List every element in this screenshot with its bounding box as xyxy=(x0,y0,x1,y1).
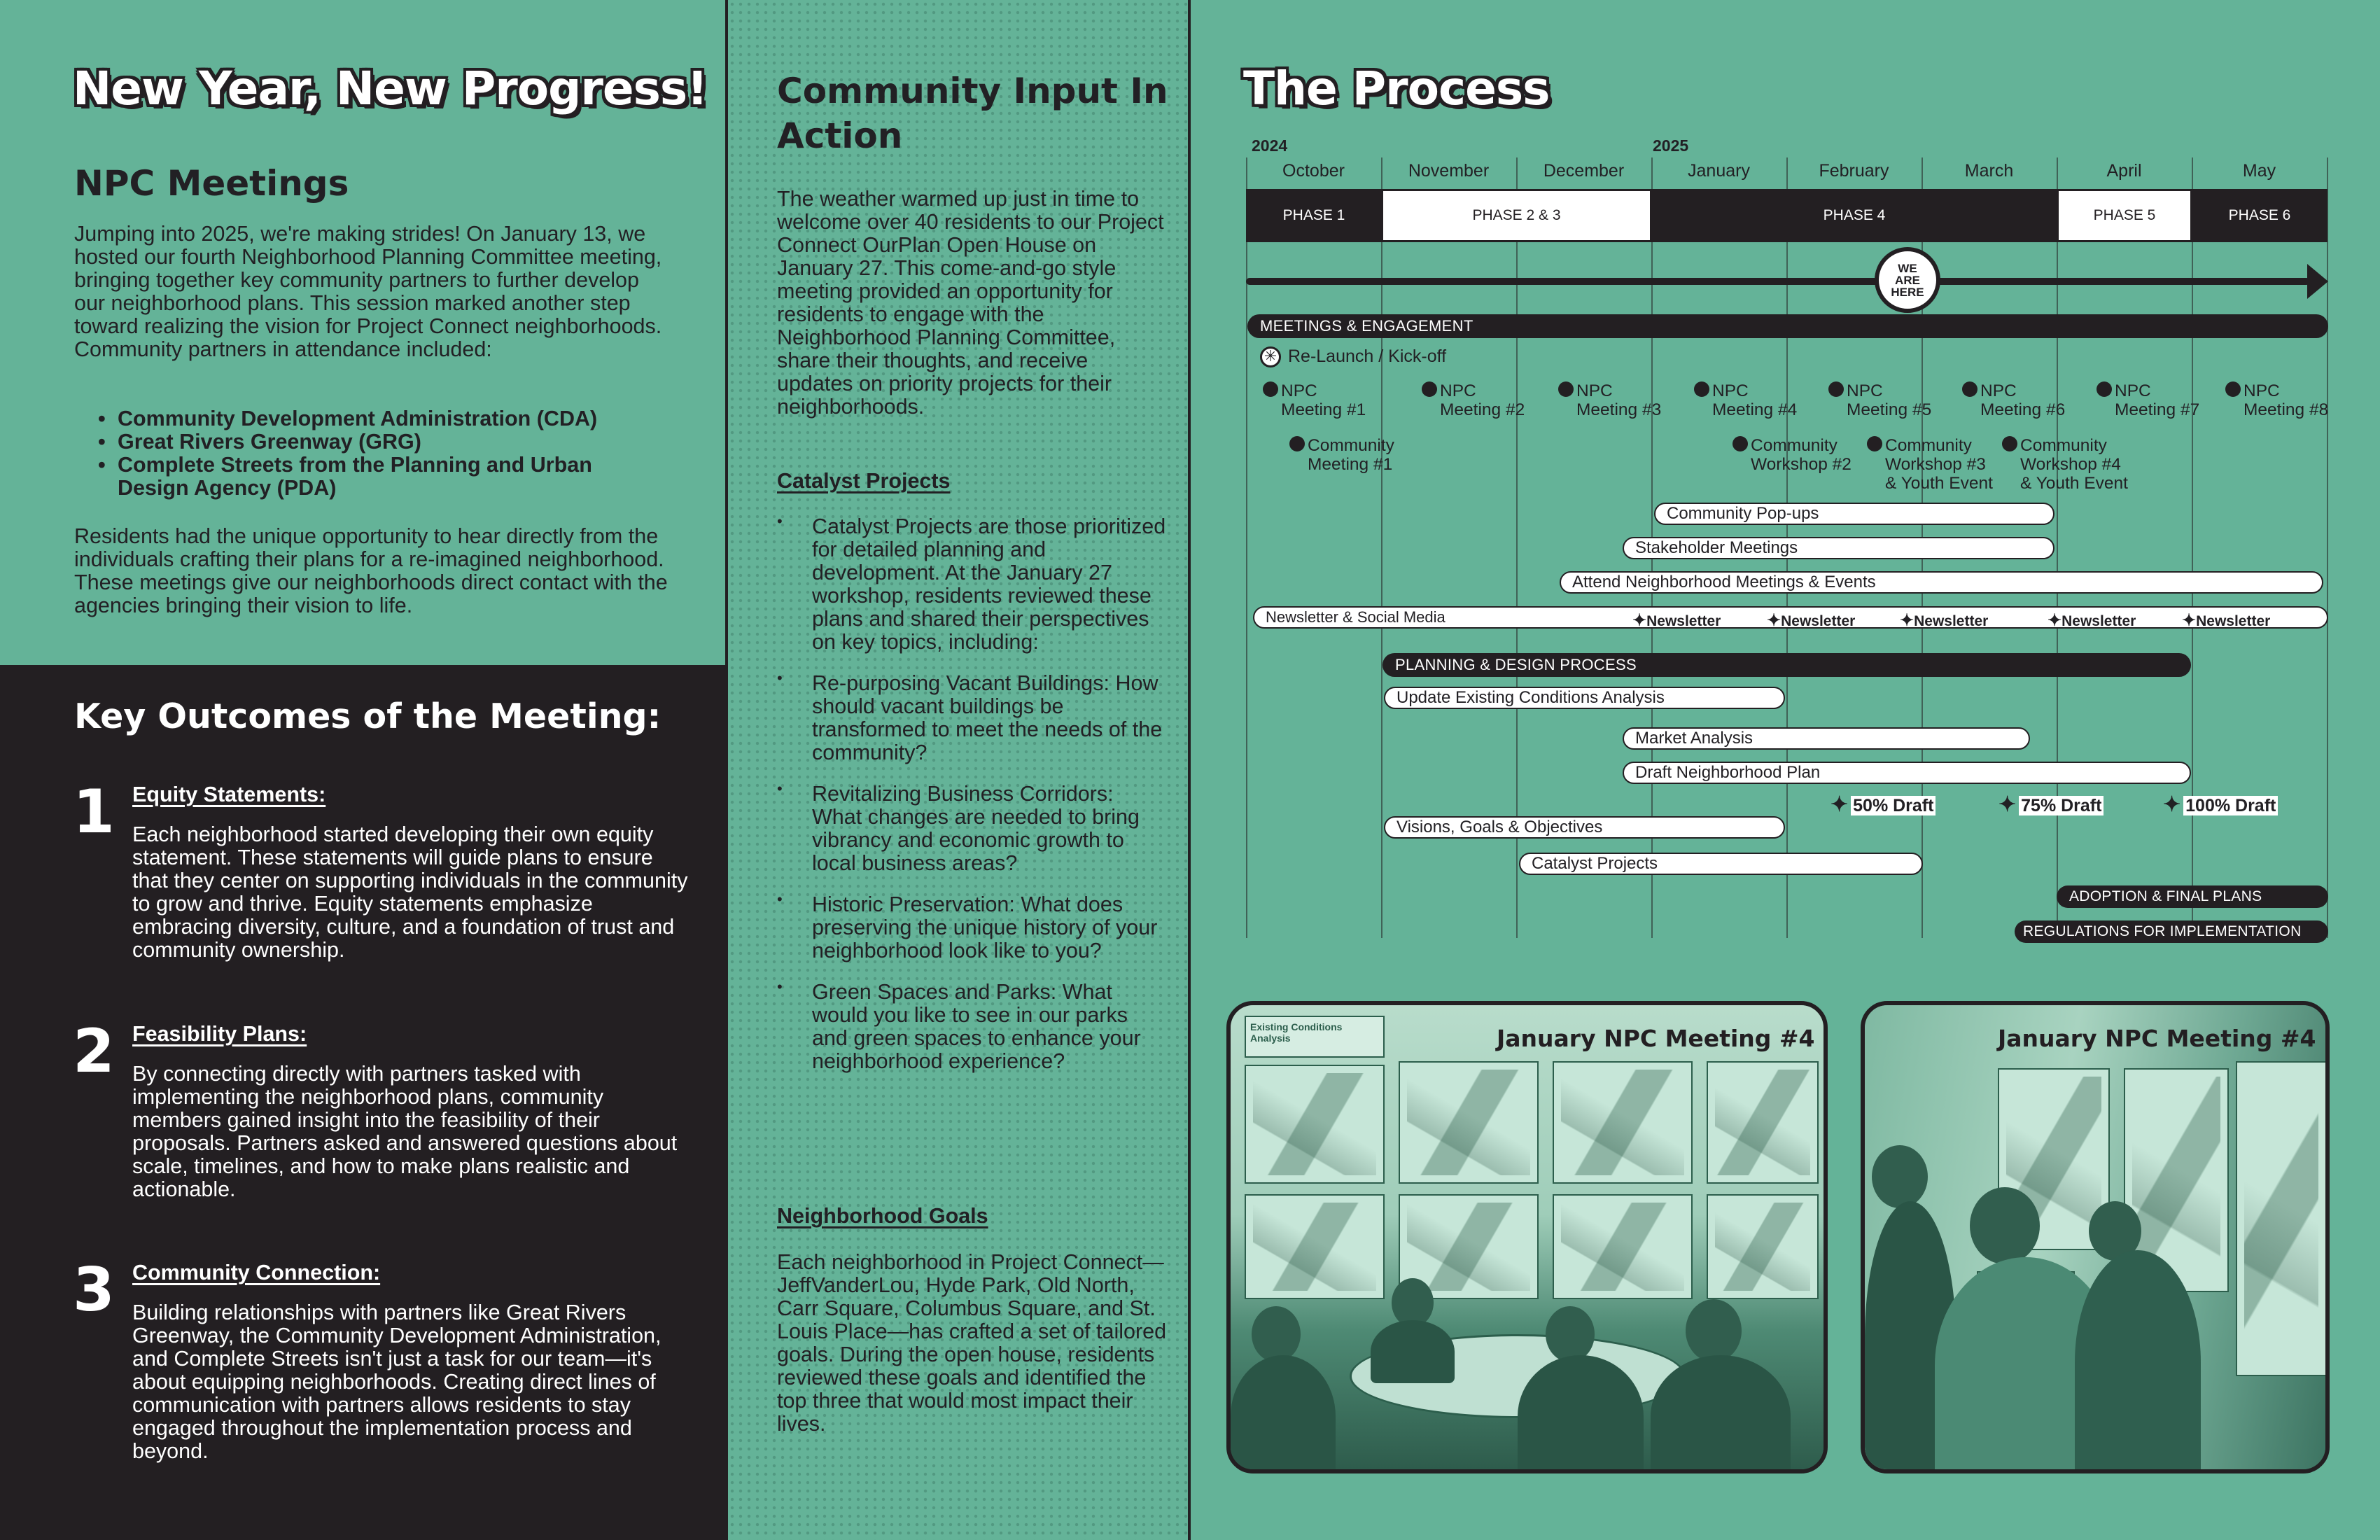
outcome-number: 2 xyxy=(73,1016,115,1086)
person-head xyxy=(1872,1145,1928,1208)
newsletter-mark: ✦Newsletter xyxy=(1900,611,1989,630)
catalyst-item: • Revitalizing Business Corridors: What changes are needed to bring vibrancy and economic growth to local business areas? xyxy=(777,783,1169,875)
map-board xyxy=(1553,1061,1693,1184)
newsletter-label: Newsletter & Social Media xyxy=(1266,608,1446,626)
newsletter-mark-label: Newsletter xyxy=(2062,613,2136,629)
newsletter-mark: ✦Newsletter xyxy=(1767,611,1856,630)
market-analysis-bar: Market Analysis xyxy=(1623,727,2030,750)
adoption-final-plans-bar: ADOPTION & FINAL PLANS xyxy=(2057,886,2328,908)
month-label: March xyxy=(1964,161,2014,181)
community-label: Workshop #3 xyxy=(1885,455,1986,474)
npc-label: Meeting #1 xyxy=(1281,400,1366,419)
month-label: February xyxy=(1819,161,1889,181)
catalyst-item: • Green Spaces and Parks: What would you like to see in our parks and green spaces to enhance your neighborhood experience? xyxy=(777,981,1169,1073)
draft-100-marker xyxy=(2163,792,2278,817)
badge-line: WE xyxy=(1898,261,1917,275)
board-caption: Existing Conditions Analysis xyxy=(1245,1016,1385,1058)
update-conditions-bar: Update Existing Conditions Analysis xyxy=(1384,687,1785,709)
photo-1-title: January NPC Meeting #4 xyxy=(1497,1025,1815,1052)
newsletter-mark: ✦Newsletter xyxy=(2182,611,2271,630)
map-board xyxy=(1553,1194,1693,1299)
outcome-number: 1 xyxy=(73,777,115,847)
npc-meeting-dot xyxy=(1962,382,1977,397)
draft-75-marker xyxy=(1998,792,2104,817)
partner-item: • Community Development Administration (CDA) xyxy=(98,407,658,430)
star-icon: ✦ xyxy=(1998,793,2017,816)
outcome-title: Equity Statements: xyxy=(132,783,326,806)
key-outcomes-heading: Key Outcomes of the Meeting: xyxy=(74,696,662,736)
draft-plan-bar: Draft Neighborhood Plan xyxy=(1623,762,2191,784)
year-label: 2025 xyxy=(1653,136,1689,155)
arrow-head-icon xyxy=(2307,264,2328,299)
newsletter-mark-label: Newsletter xyxy=(1646,613,1721,629)
community-label: Community xyxy=(1308,436,1394,455)
npc-meeting-dot xyxy=(2225,382,2241,397)
newsletter-mark-label: Newsletter xyxy=(1781,613,1856,629)
stakeholder-meetings-bar: Stakeholder Meetings xyxy=(1623,537,2054,559)
phase-1: PHASE 1 xyxy=(1246,189,1382,242)
person xyxy=(1518,1355,1644,1474)
community-label: & Youth Event xyxy=(1885,474,1993,493)
planning-design-bar: PLANNING & DESIGN PROCESS xyxy=(1382,653,2191,677)
photo-2-title: January NPC Meeting #4 xyxy=(1998,1025,2316,1052)
outcome-number: 3 xyxy=(73,1255,115,1325)
month-label: December xyxy=(1543,161,1625,181)
newsletter-mark-label: Newsletter xyxy=(2196,613,2271,629)
outcome-text: Building relationships with partners like Great Rivers Greenway, the Community Development Administration, and Complete Streets isn't just a task for our team—it's about equipping neighborhoods. Creating direct lines of communication with partners allows residents to stay engaged throughout the implementation process and beyond. xyxy=(132,1301,662,1463)
outcome-title: Community Connection: xyxy=(132,1261,381,1284)
person xyxy=(1371,1320,1455,1383)
relaunch-label: Re-Launch / Kick-off xyxy=(1288,346,1447,366)
newsletter-mark: ✦Newsletter xyxy=(2047,611,2136,630)
star-icon: ✦ xyxy=(2163,793,2181,816)
npc-label: Meeting #7 xyxy=(2115,400,2200,419)
npc-meetings-section xyxy=(0,0,725,665)
left-column xyxy=(0,0,725,1540)
draft-label: 100% Draft xyxy=(2183,796,2278,816)
phase-6: PHASE 6 xyxy=(2192,189,2328,242)
npc-intro-paragraph: Jumping into 2025, we're making strides! On January 13, we hosted our fourth Neighborhood Planning Committee meeting, bringing together key community partners to further develop our neighborhood plans. This session marked another step toward realizing the vision for Project Connect neighborhoods. Community partners in attendance included: xyxy=(74,222,662,361)
month-divider xyxy=(2192,158,2193,938)
catalyst-projects-bar: Catalyst Projects xyxy=(1519,853,1923,875)
process-column xyxy=(1191,0,2380,1540)
we-are-here-badge xyxy=(1875,247,1940,313)
npc-meeting-dot xyxy=(1263,382,1278,397)
community-input-heading: Community Input In Action xyxy=(777,71,1168,156)
npc-label: NPC xyxy=(2244,382,2280,400)
catalyst-projects-heading: Catalyst Projects xyxy=(777,469,951,493)
outcome-title: Feasibility Plans: xyxy=(132,1022,307,1046)
year-label: 2024 xyxy=(1252,136,1288,155)
map-board xyxy=(1399,1061,1539,1184)
community-meeting-1 xyxy=(1308,436,1394,474)
npc-label: Meeting #5 xyxy=(1847,400,1932,419)
community-label: Community xyxy=(2020,436,2107,455)
npc-label: NPC xyxy=(1440,382,1476,400)
month-divider xyxy=(1381,158,1382,938)
draft-label: 50% Draft xyxy=(1851,796,1935,816)
month-label: January xyxy=(1688,161,1750,181)
community-event-dot xyxy=(1867,436,1882,451)
community-label: Meeting #1 xyxy=(1308,455,1393,474)
community-label: Workshop #2 xyxy=(1751,455,1851,474)
badge-line: ARE xyxy=(1895,273,1920,287)
catalyst-list xyxy=(777,515,1169,1091)
attend-neighborhood-meetings-bar: Attend Neighborhood Meetings & Events xyxy=(1560,571,2323,594)
npc-label: NPC xyxy=(1847,382,1883,400)
npc-meeting-dot xyxy=(1694,382,1709,397)
regulations-bar: REGULATIONS FOR IMPLEMENTATION xyxy=(2015,920,2328,943)
community-input-paragraph: The weather warmed up just in time to welcome over 40 residents to our Project Connect OurPlan Open House on January 27. This come-and-go style meeting provided an opportunity for residents to engage with the Neighborhood Planning Committee, share their thoughts, and receive updates on priority projects for their neighborhoods. xyxy=(777,187,1164,419)
community-event-dot xyxy=(1732,436,1748,451)
community-workshop-4 xyxy=(2020,436,2128,493)
star-icon: ✦ xyxy=(1830,793,1849,816)
community-workshop-2 xyxy=(1751,436,1851,474)
outcome-text: Each neighborhood started developing their own equity statement. These statements will guide plans to ensure that they center on supporting individuals in the community to grow and thrive. Equity statements emphasize embracing diversity, culture, and a foundation of trust and community ownership. xyxy=(132,822,688,962)
person xyxy=(1651,1355,1791,1474)
visions-goals-bar: Visions, Goals & Objectives xyxy=(1384,816,1785,839)
npc-label: NPC xyxy=(1712,382,1749,400)
newsletter-social-media-bar xyxy=(1253,606,2328,629)
community-label: & Youth Event xyxy=(2020,474,2128,493)
npc-label: NPC xyxy=(1980,382,2017,400)
neighborhood-goals-paragraph: Each neighborhood in Project Connect—JeffVanderLou, Hyde Park, Old North, Carr Square, Columbus Square, and St. Louis Place—has crafted a set of tailored goals. During the open house, residents reviewed these goals and identified the top three that would most impact their lives. xyxy=(777,1250,1167,1436)
newsletter-mark-label: Newsletter xyxy=(1914,613,1989,629)
community-label: Workshop #4 xyxy=(2020,455,2121,474)
npc-label: Meeting #4 xyxy=(1712,400,1798,419)
partner-list xyxy=(98,407,658,500)
community-label: Community xyxy=(1751,436,1837,455)
npc-meeting-7 xyxy=(2115,382,2199,419)
newsletter-mark: ✦Newsletter xyxy=(1632,611,1721,630)
catalyst-item: • Historic Preservation: What does preserving the unique history of your neighborhood look like to you? xyxy=(777,893,1169,962)
month-label: May xyxy=(2242,161,2276,181)
community-workshop-3 xyxy=(1885,436,1993,493)
sparkle-icon: ✳ xyxy=(1260,346,1281,368)
person-head xyxy=(1686,1299,1742,1362)
npc-label: Meeting #8 xyxy=(2244,400,2329,419)
map-board xyxy=(1245,1065,1385,1184)
person-head xyxy=(1546,1306,1595,1362)
phase-4: PHASE 4 xyxy=(1651,189,2057,242)
month-label: April xyxy=(2106,161,2142,181)
npc-meeting-dot xyxy=(1828,382,1844,397)
catalyst-item: • Catalyst Projects are those prioritized for detailed planning and development. At the January 27 workshop, residents reviewed these plans and shared their perspectives on key topics, including: xyxy=(777,515,1169,654)
community-event-dot xyxy=(2002,436,2017,451)
process-timeline xyxy=(1246,133,2329,952)
community-label: Community xyxy=(1885,436,1972,455)
month-divider xyxy=(1246,158,1247,938)
npc-meeting-dot xyxy=(2096,382,2112,397)
npc-label: NPC xyxy=(2115,382,2151,400)
npc-meetings-heading: NPC Meetings xyxy=(74,163,349,204)
process-title: The Process xyxy=(1243,62,1550,115)
npc-label: NPC xyxy=(1281,382,1317,400)
month-divider xyxy=(2057,158,2058,938)
npc-label: NPC xyxy=(1576,382,1613,400)
npc-meeting-dot xyxy=(1558,382,1574,397)
outcome-text: By connecting directly with partners tasked with implementing the neighborhood plans, community members gained insight into the feasibility of their proposals. Partners asked and answered questions about scale, timelines, and how to make plans realistic and actionable. xyxy=(132,1062,678,1201)
phase-5: PHASE 5 xyxy=(2057,189,2192,242)
npc-label: Meeting #3 xyxy=(1576,400,1662,419)
npc-meeting-4 xyxy=(1712,382,1797,419)
person-head xyxy=(1970,1187,2040,1264)
month-label: November xyxy=(1408,161,1490,181)
meeting-photo-1 xyxy=(1226,1001,1828,1474)
catalyst-item: • Re-purposing Vacant Buildings: How should vacant buildings be transformed to meet the needs of the community? xyxy=(777,672,1169,764)
month-label: October xyxy=(1282,161,1345,181)
relaunch-event xyxy=(1260,346,1446,368)
community-popups-bar: Community Pop-ups xyxy=(1654,503,2054,525)
meeting-photo-2 xyxy=(1861,1001,2330,1474)
badge-line: HERE xyxy=(1891,285,1924,299)
meetings-engagement-bar: MEETINGS & ENGAGEMENT xyxy=(1247,314,2328,338)
community-event-dot xyxy=(1289,436,1305,451)
npc-closing-paragraph: Residents had the unique opportunity to hear directly from the individuals crafting their plans for a re-imagined neighborhood. These meetings give our neighborhoods direct contact with the agencies bringing their vision to life. xyxy=(74,524,668,617)
npc-meeting-1 xyxy=(1281,382,1366,419)
map-board xyxy=(1707,1194,1819,1299)
npc-meeting-3 xyxy=(1576,382,1661,419)
draft-label: 75% Draft xyxy=(2019,796,2104,816)
npc-label: Meeting #6 xyxy=(1980,400,2066,419)
npc-meeting-6 xyxy=(1980,382,2065,419)
neighborhood-goals-heading: Neighborhood Goals xyxy=(777,1204,988,1228)
draft-50-marker xyxy=(1830,792,1935,817)
npc-label: Meeting #2 xyxy=(1440,400,1525,419)
page-title: New Year, New Progress! xyxy=(73,62,708,115)
partner-item: • Great Rivers Greenway (GRG) xyxy=(98,430,658,454)
person-head xyxy=(1252,1306,1301,1362)
person xyxy=(1231,1355,1336,1474)
npc-meeting-8 xyxy=(2244,382,2328,419)
phase-2-3: PHASE 2 & 3 xyxy=(1381,189,1652,242)
map-board xyxy=(1707,1061,1819,1184)
timeline-arrow xyxy=(1246,278,2310,285)
map-board xyxy=(1245,1194,1385,1299)
npc-meeting-5 xyxy=(1847,382,1931,419)
map-board xyxy=(2236,1061,2327,1376)
person xyxy=(2075,1250,2201,1474)
middle-column xyxy=(725,0,1191,1540)
npc-meeting-dot xyxy=(1422,382,1437,397)
key-outcomes-section xyxy=(0,665,725,1540)
partner-item: • Complete Streets from the Planning and Urban Design Agency (PDA) xyxy=(98,454,658,500)
npc-meeting-2 xyxy=(1440,382,1525,419)
